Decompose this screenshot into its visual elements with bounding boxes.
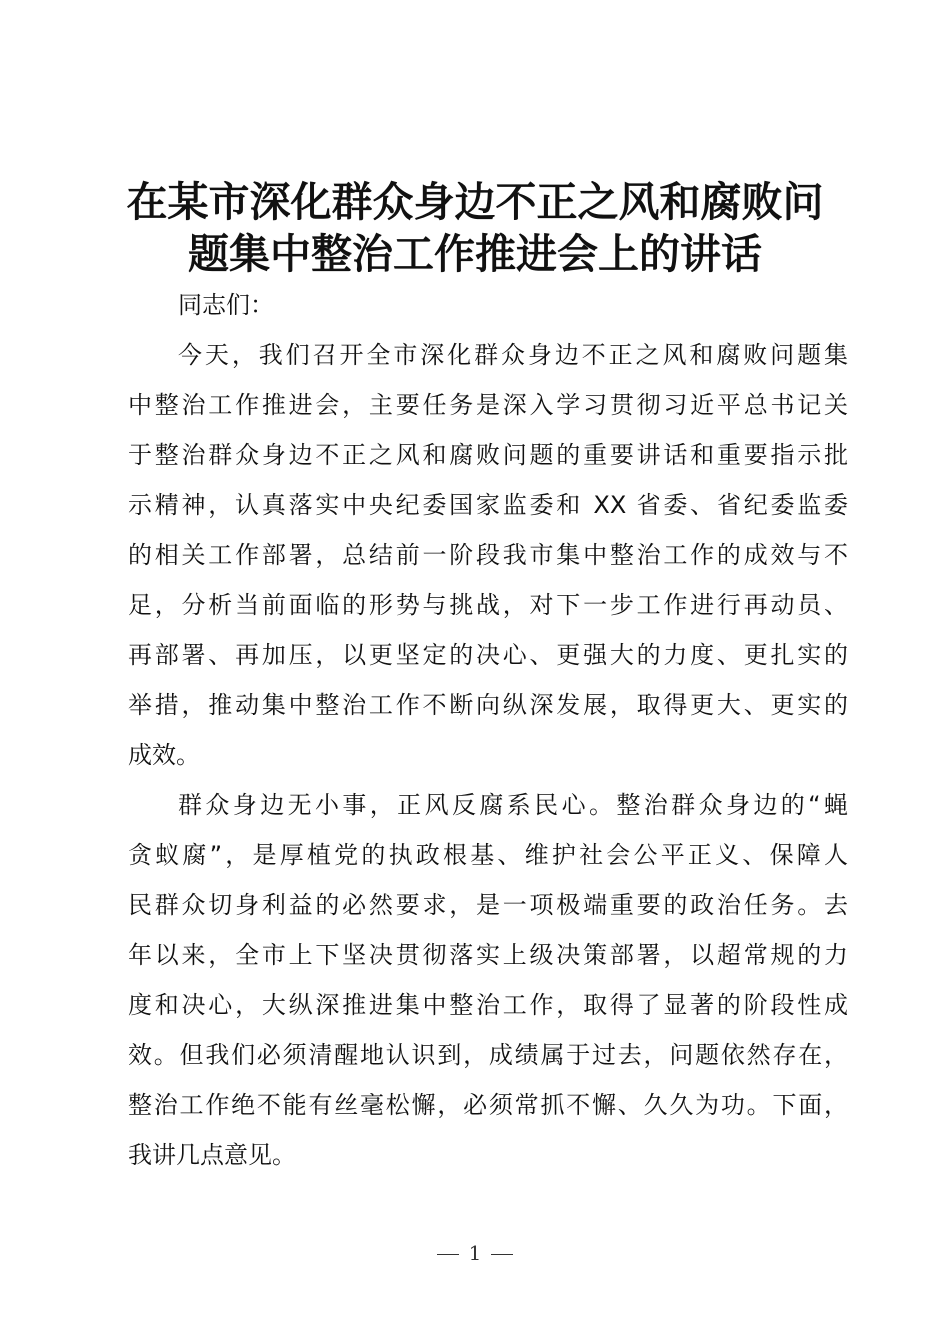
paragraph-line: 成效。 — [128, 741, 200, 769]
paragraph-line: 我讲几点意见。 — [128, 1141, 296, 1169]
paragraph-2 — [128, 780, 848, 1180]
document-title — [0, 176, 950, 280]
paragraph-line: 民群众切身利益的必然要求，是一项极端重要的政治任务。去 — [128, 891, 848, 919]
page-number: 1 — [468, 1241, 482, 1265]
paragraph-line: 整治工作绝不能有丝毫松懈，必须常抓不懈、久久为功。下面， — [128, 1091, 848, 1119]
footer-dash-right — [491, 1254, 513, 1255]
paragraph-line: 的相关工作部署，总结前一阶段我市集中整治工作的成效与不 — [128, 541, 848, 569]
paragraph-line: 足，分析当前面临的形势与挑战，对下一步工作进行再动员、 — [128, 591, 848, 619]
paragraph-line: 年以来，全市上下坚决贯彻落实上级决策部署，以超常规的力 — [128, 941, 848, 969]
paragraph-line: 度和决心，大纵深推进集中整治工作，取得了显著的阶段性成 — [128, 991, 848, 1019]
paragraph-line: 再部署、再加压，以更坚定的决心、更强大的力度、更扎实的 — [128, 641, 848, 669]
paragraph-line: 举措，推动集中整治工作不断向纵深发展，取得更大、更实的 — [128, 691, 848, 719]
title-line-1: 在某市深化群众身边不正之风和腐败问 — [126, 178, 824, 226]
paragraph-line: 示精神，认真落实中央纪委国家监委和 XX 省委、省纪委监委 — [128, 491, 848, 519]
paragraph-line: 于整治群众身边不正之风和腐败问题的重要讲话和重要指示批 — [128, 441, 848, 469]
paragraph-line: 中整治工作推进会，主要任务是深入学习贯彻习近平总书记关 — [128, 391, 848, 419]
greeting: 同志们： — [178, 291, 274, 319]
paragraph-1 — [128, 330, 848, 780]
paragraph-line: 贪蚁腐”，是厚植党的执政根基、维护社会公平正义、保障人 — [128, 841, 848, 869]
title-line-2: 题集中整治工作推进会上的讲话 — [188, 230, 762, 278]
page-footer — [0, 1238, 950, 1268]
paragraph-line: 效。但我们必须清醒地认识到，成绩属于过去，问题依然存在， — [128, 1041, 848, 1069]
paragraph-line: 群众身边无小事，正风反腐系民心。整治群众身边的“蝇 — [178, 791, 848, 819]
paragraph-line: 今天，我们召开全市深化群众身边不正之风和腐败问题集 — [178, 341, 848, 369]
footer-dash-left — [437, 1254, 459, 1255]
